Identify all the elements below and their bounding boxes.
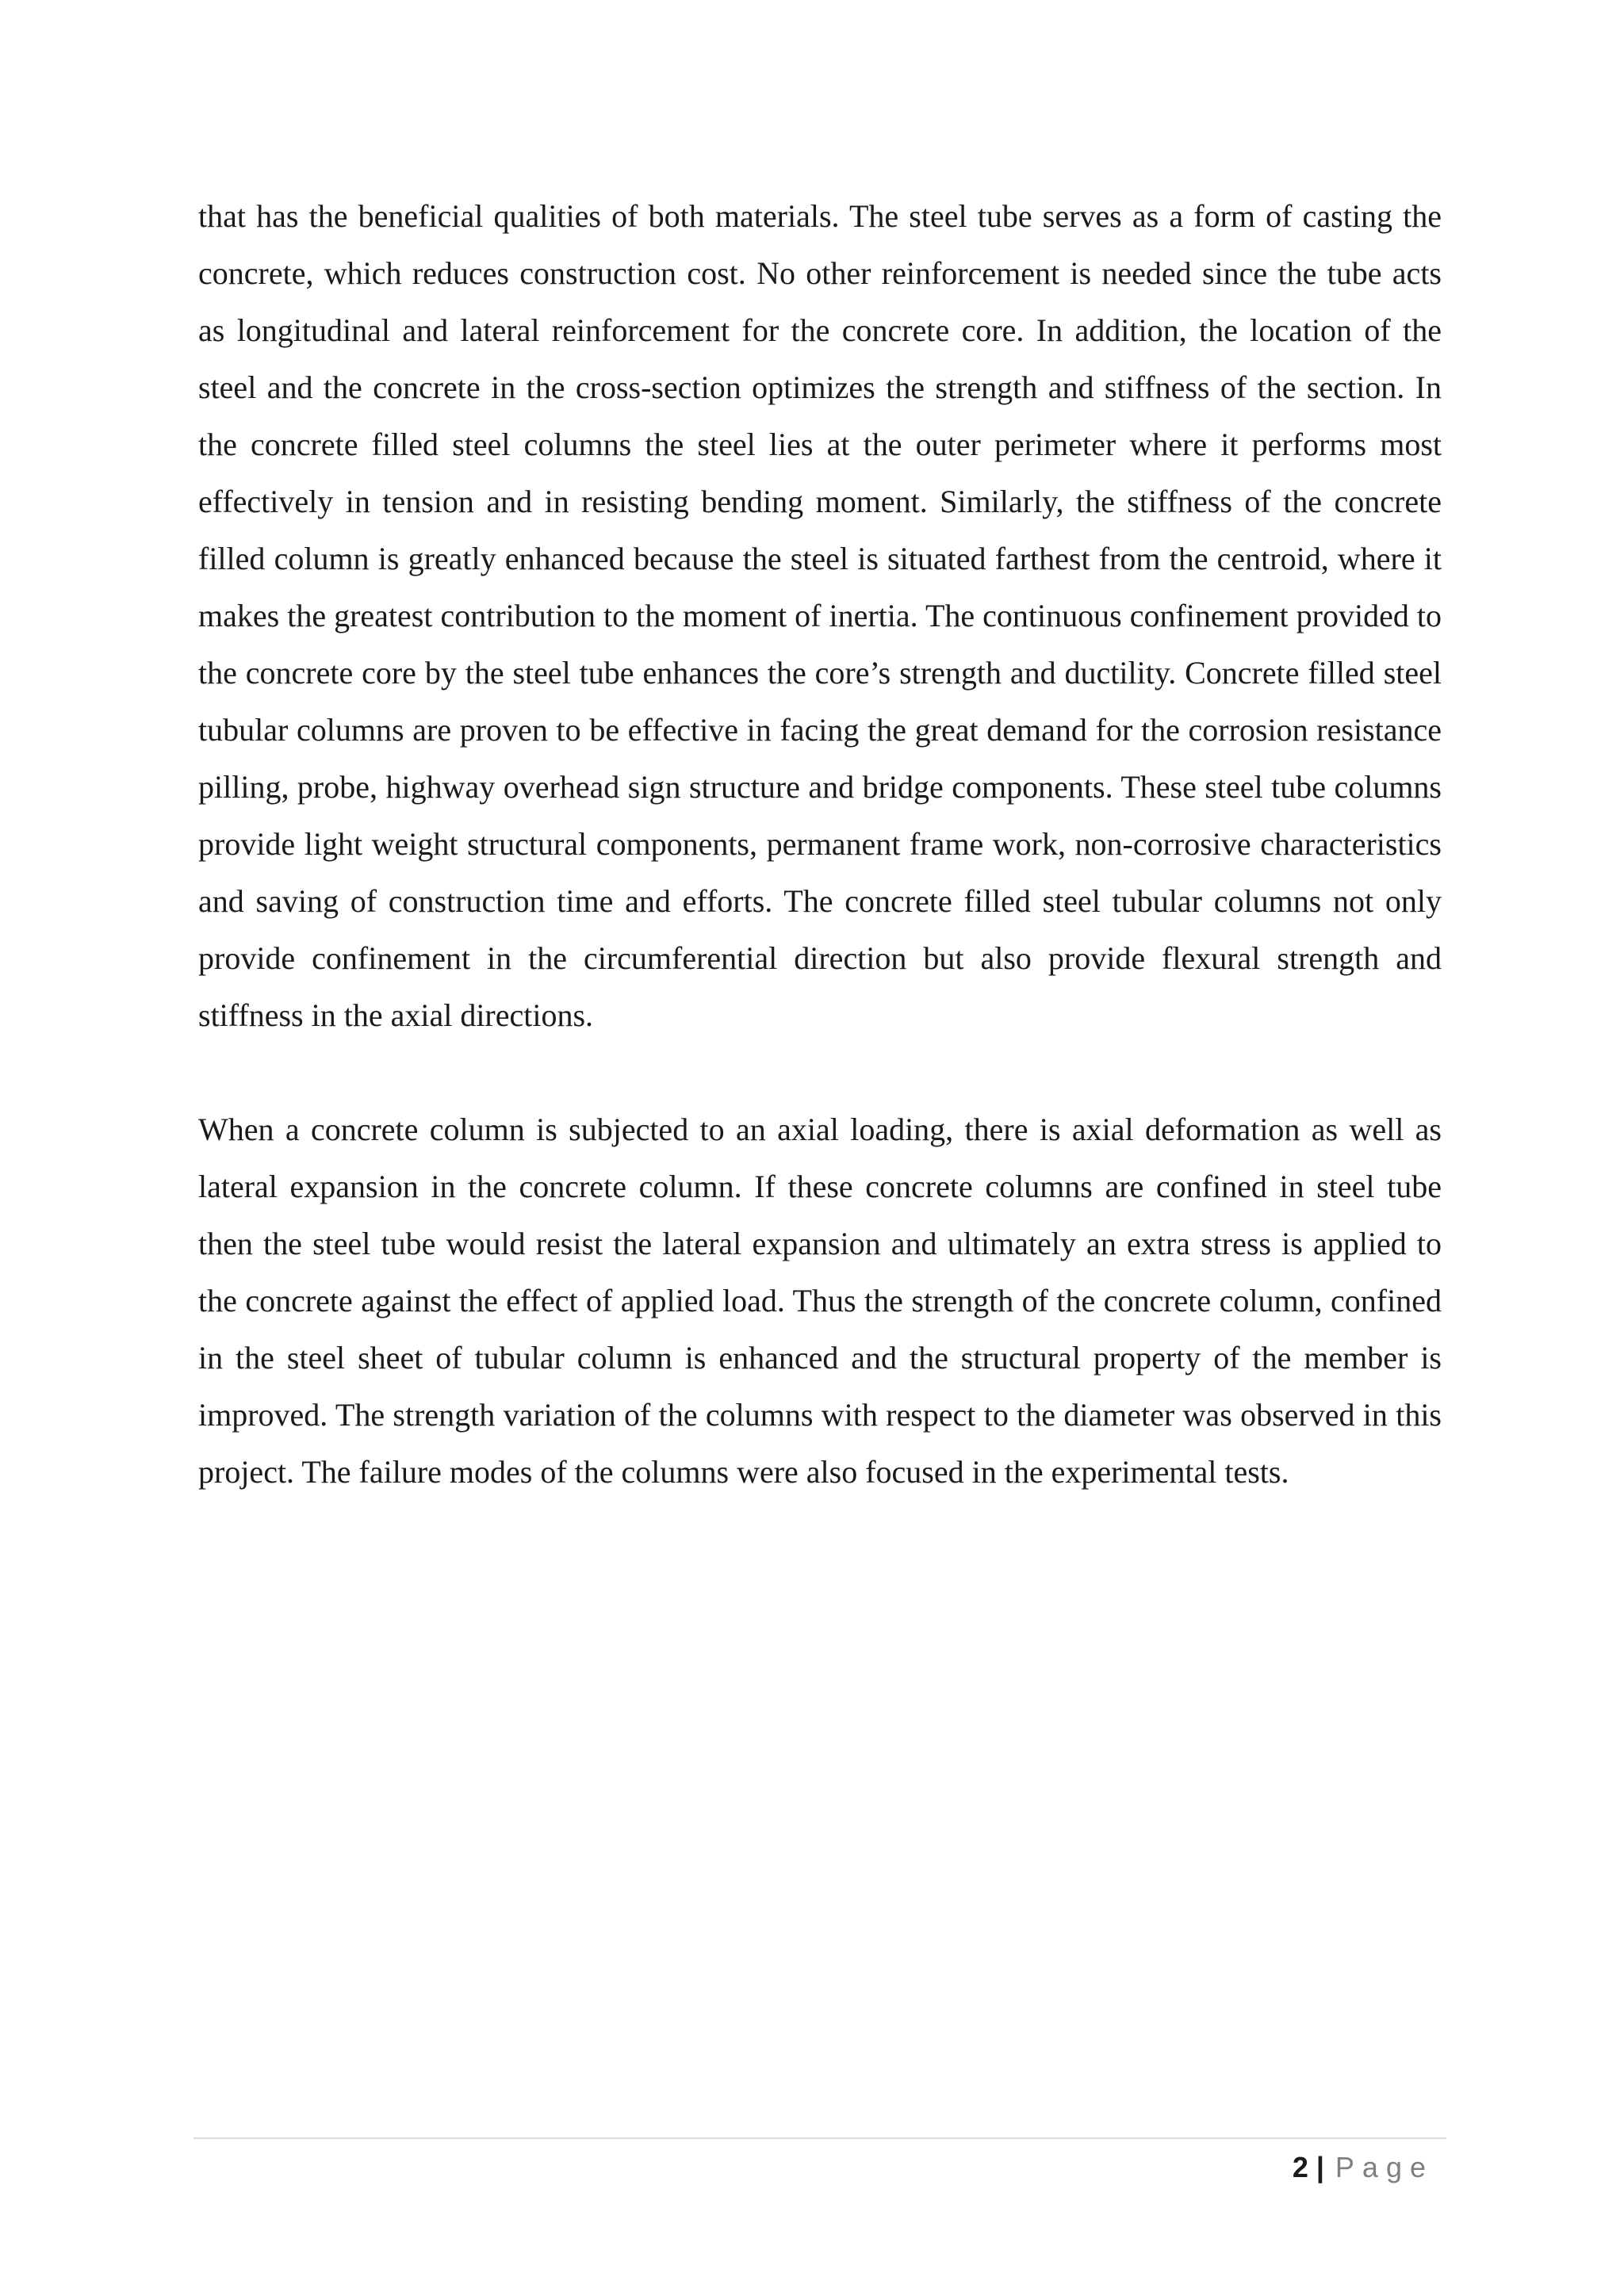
body-paragraph-2: When a concrete column is subjected to an axial loading, there is axial deformation as well as lateral expansion in the concrete column. If these concrete columns are confined in steel tube then the steel tube would resist the lateral expansion and ultimately an extra stress is applied to the concrete against the effect of applied load. Thus the strength of the concrete column, confined in the steel sheet of tubular column is enhanced and the structural property of the member is improved. The strength variation of the columns with respect to the diameter was observed in this project. The failure modes of the columns were also focused in the experimental tests. <box>198 1112 1442 1490</box>
page-number: 2 <box>1292 2151 1308 2183</box>
body-paragraph-1: that has the beneficial qualities of both materials. The steel tube serves as a form of casting the concrete, which reduces construction cost. No other reinforcement is needed since the tube acts as longitudinal and lateral reinforcement for the concrete core. In addition, the location of the steel and the concrete in the cross-section optimizes the strength and stiffness of the section. In the concrete filled steel columns the steel lies at the outer perimeter where it performs most effectively in tension and in resisting bending moment. Similarly, the stiffness of the concrete filled column is greatly enhanced because the steel is situated farthest from the centroid, where it makes the greatest contribution to the moment of inertia. The continuous confinement provided to the concrete core by the steel tube enhances the core’s strength and ductility. Concrete filled steel tubular columns are proven to be effective in facing the great demand for the corrosion resistance pilling, probe, highway overhead sign structure and bridge components. These steel tube columns provide light weight structural components, permanent frame work, non-corrosive characteristics and saving of construction time and efforts. The concrete filled steel tubular columns not only provide confinement in the circumferential direction but also provide flexural strength and stiffness in the axial directions. <box>198 198 1442 1033</box>
page-separator: | <box>1316 2151 1324 2183</box>
page-footer <box>1293 2145 1434 2190</box>
page-label: Page <box>1335 2151 1434 2183</box>
footer-divider <box>193 2137 1446 2139</box>
page-body <box>198 188 1442 1501</box>
